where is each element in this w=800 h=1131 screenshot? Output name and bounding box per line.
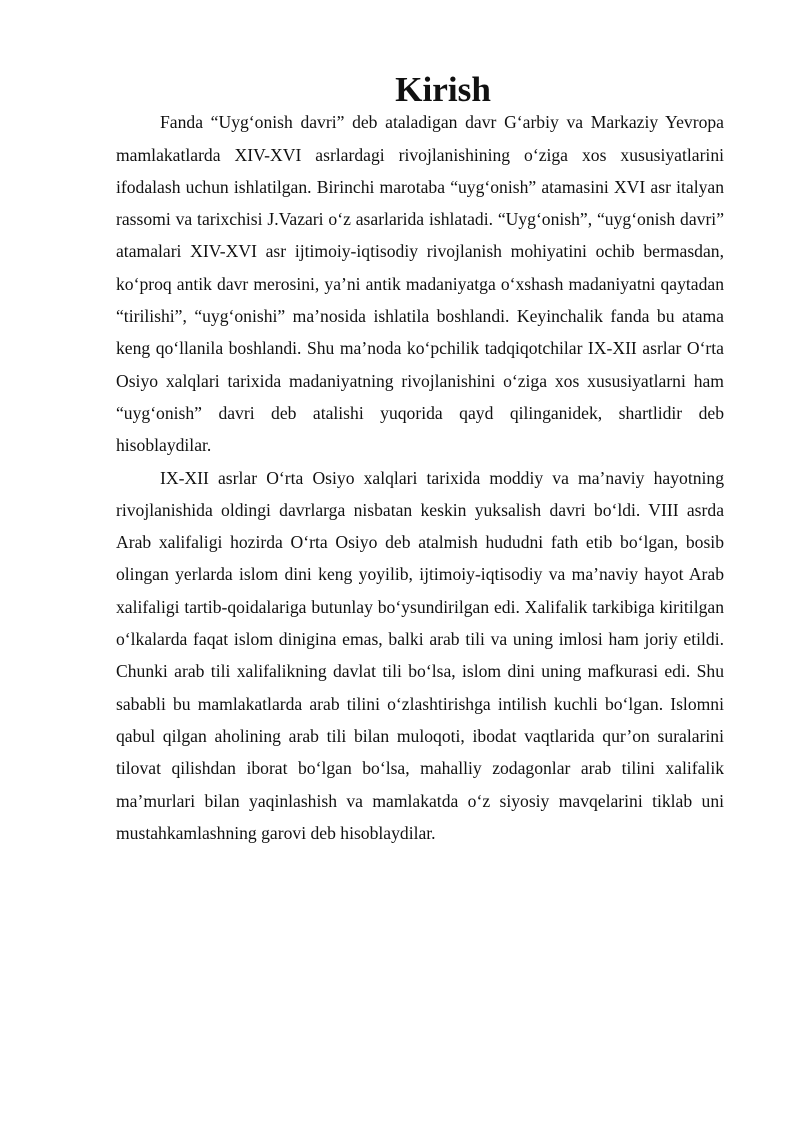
- document-page: [116, 70, 724, 849]
- document-title: Kirish: [395, 70, 491, 109]
- paragraph-1: Fanda “Uygʻonish davri” deb ataladigan davr Gʻarbiy va Markaziy Yevropa mamlakatlarda XIV-XVI asrlardagi rivojlanishining oʻziga xos xususiyatlarini ifodalash uchun ishlatilgan. Birinchi marotaba “uygʻonish” atamasini XVI asr italyan rassomi va tarixchisi J.Vazari oʻz asarlarida ishlatadi. “Uygʻonish”, “uygʻonish davri” atamalari XIV-XVI asr ijtimoiy-iqtisodiy rivojlanish mohiyatini ochib bermasdan, koʻproq antik davr merosini, ya’ni antik madaniyatga oʻxshash madaniyatni qaytadan “tirilishi”, “uygʻonishi” ma’nosida ishlatila boshlandi. Keyinchalik fanda bu atama keng qoʻllanila boshlandi. Shu ma’noda koʻpchilik tadqiqotchilar IX-XII asrlar Oʻrta Osiyo xalqlari tarixida madaniyatning rivojlanishini oʻziga xos xususiyatlarni ham “uygʻonish” davri deb atalishi yuqorida qayd qilinganidek, shartlidir deb hisoblaydilar.: [116, 112, 724, 456]
- paragraph-2: IX-XII asrlar Oʻrta Osiyo xalqlari tarixida moddiy va ma’naviy hayotning rivojlanishida oldingi davrlarga nisbatan keskin yuksalish davri boʻldi. VIII asrda Arab xalifaligi hozirda Oʻrta Osiyo deb atalmish hududni fath etib boʻlgan, bosib olingan yerlarda islom dini keng yoyilib, ijtimoiy-iqtisodiy va ma’naviy hayot Arab xalifaligi tartib-qoidalariga butunlay boʻysundirilgan edi. Xalifalik tarkibiga kiritilgan oʻlkalarda faqat islom dinigina emas, balki arab tili va uning imlosi ham joriy etildi. Chunki arab tili xalifalikning davlat tili boʻlsa, islom dini uning mafkurasi edi. Shu sababli bu mamlakatlarda arab tilini oʻzlashtirishga intilish kuchli boʻlgan. Islomni qabul qilgan aholining arab tili bilan muloqoti, ibodat vaqtlarida qur’on suralarini tilovat qilishdan iborat boʻlgan boʻlsa, mahalliy zodagonlar arab tilini xalifalik ma’murlari bilan yaqinlashish va mamlakatda oʻz siyosiy mavqelarini tiklab uni mustahkamlashning garovi deb hisoblaydilar.: [116, 467, 724, 843]
